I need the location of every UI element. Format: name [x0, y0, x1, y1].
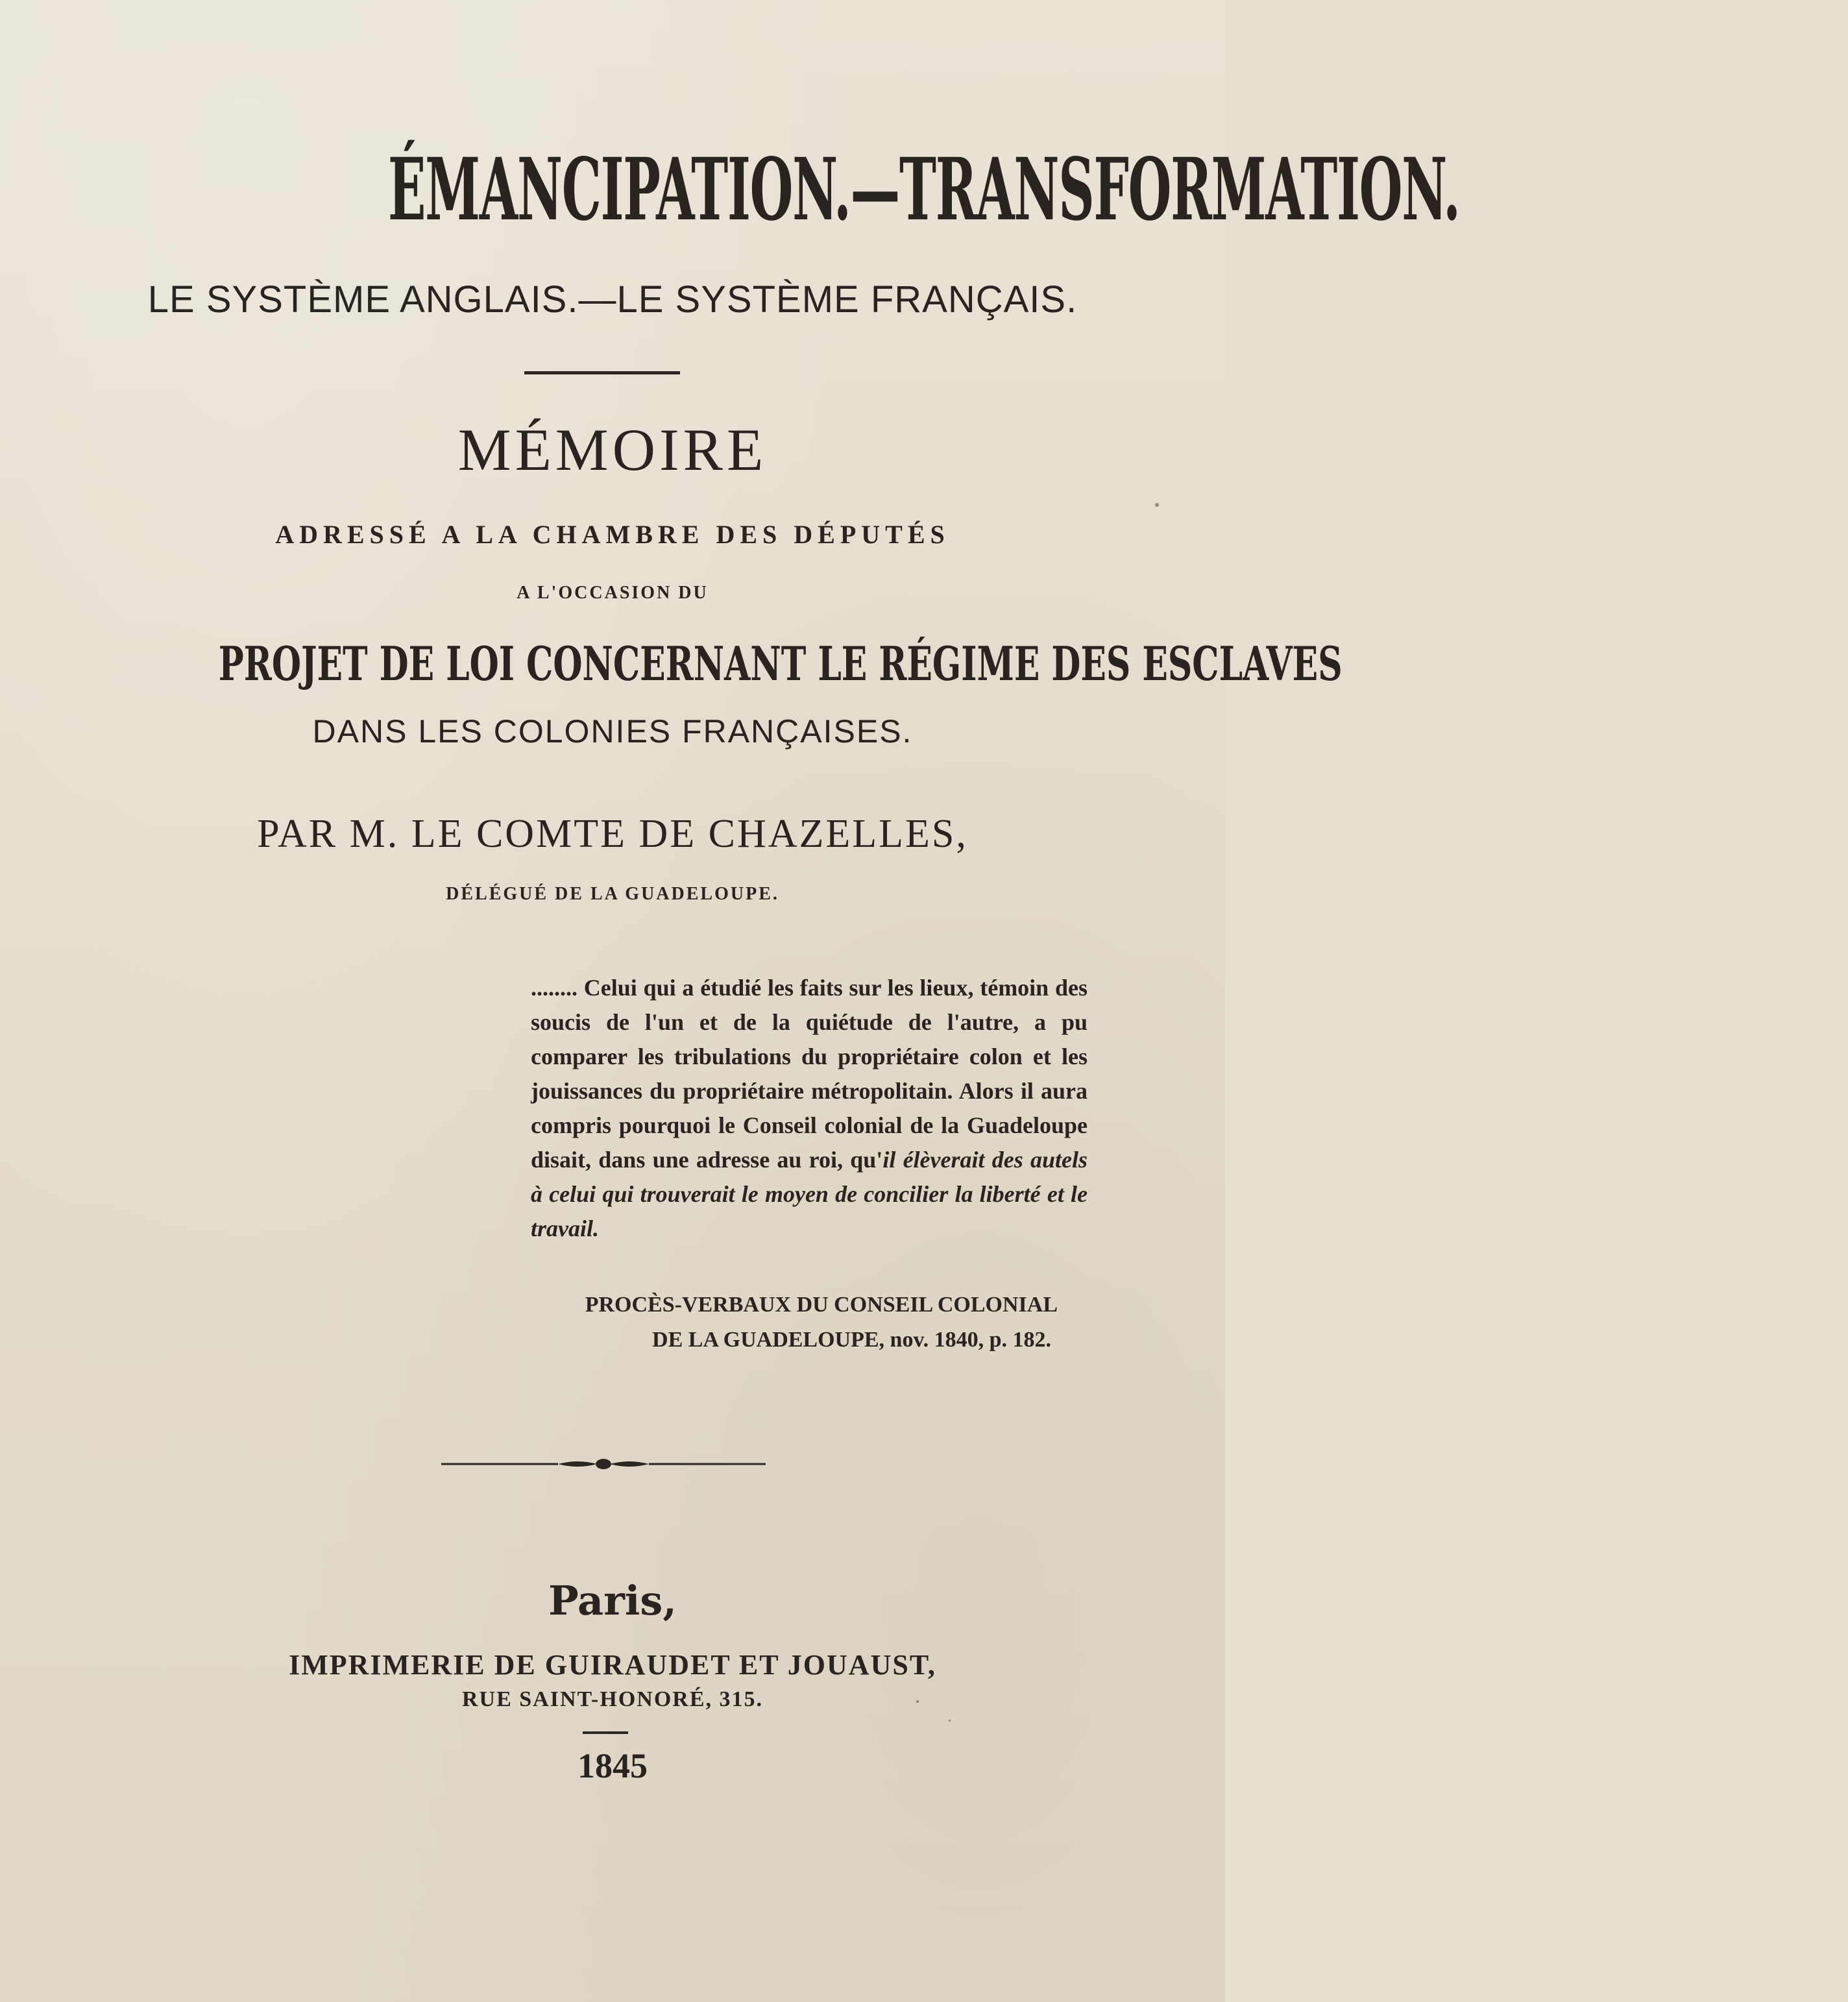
ornament-rule [441, 1451, 766, 1477]
publication-year: 1845 [578, 1746, 648, 1785]
colonies-line: DANS LES COLONIES FRANÇAISES. [312, 713, 913, 750]
epigraph-source [532, 1288, 1090, 1358]
memoire-heading: MÉMOIRE [457, 417, 768, 483]
small-rule [583, 1731, 628, 1734]
subtitle: LE SYSTÈME ANGLAIS.—LE SYSTÈME FRANÇAIS. [147, 278, 1078, 321]
epigraph-italic: il élèverait des autels à celui qui trouverait le moyen de concilier la liberté et le travail. [531, 1147, 1088, 1241]
author-role: DÉLÉGUÉ DE LA GUADELOUPE. [446, 884, 779, 904]
law-project-title: PROJET DE LOI CONCERNANT LE RÉGIME DES ESCLAVES [218, 636, 1343, 691]
source-line-2: DE LA GUADELOUPE, nov. 1840, p. 182. [652, 1328, 1051, 1352]
epigraph [531, 971, 1088, 1246]
occasion-line: A L'OCCASION DU [517, 583, 709, 603]
divider-rule [524, 371, 680, 374]
main-title: ÉMANCIPATION.—TRANSFORMATION. [388, 140, 1460, 240]
printer: IMPRIMERIE DE GUIRAUDET ET JOUAUST, [289, 1649, 936, 1681]
addressed-to: ADRESSÉ A LA CHAMBRE DES DÉPUTÉS [275, 520, 950, 549]
place-of-publication: Paris, [548, 1577, 677, 1624]
author-line: PAR M. LE COMTE DE CHAZELLES, [257, 812, 968, 856]
source-line-1: PROCÈS-VERBAUX DU CONSEIL COLONIAL [585, 1293, 1058, 1317]
epigraph-text: ........ Celui qui a étudié les faits sur les lieux, témoin des soucis de l'un et de la quiétude de l'autre, a pu comparer les tribulations du propriétaire colon et les jouissances du propriétaire métropolitain. Alors il aura compris pourquoi le Conseil colonial de la Guadeloupe disait, dans une adresse au roi, qu' [531, 975, 1088, 1173]
paper-speck [1155, 503, 1159, 507]
paper-speck [949, 1720, 951, 1722]
epigraph-paragraph [531, 971, 1088, 1246]
paper-speck [916, 1700, 919, 1703]
printer-address: RUE SAINT-HONORÉ, 315. [461, 1687, 764, 1711]
